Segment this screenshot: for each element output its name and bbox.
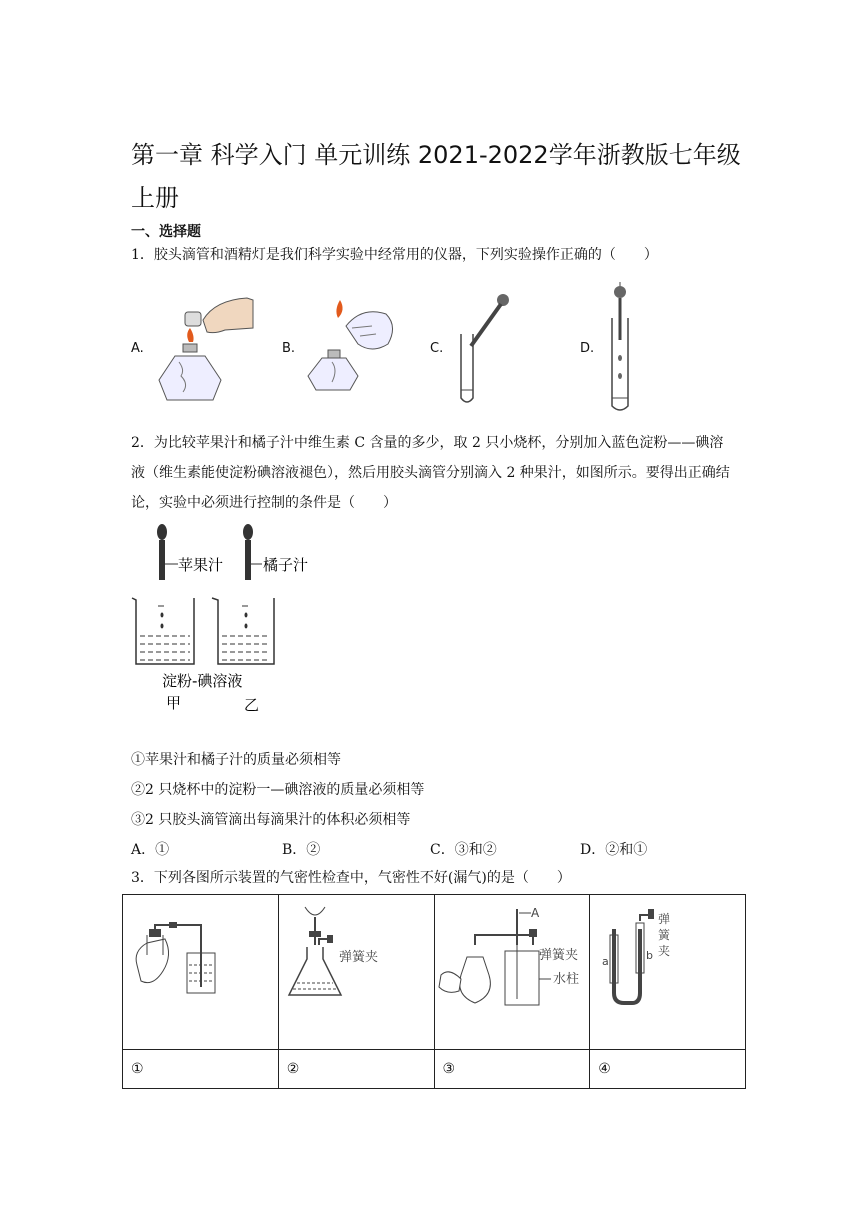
q2-stem: 2．为比较苹果汁和橘子汁中维生素 C 含量的多少，取 2 只小烧杯，分别加入蓝色淀粉——碘溶液（维生素能使淀粉碘溶液褪色），然后用胶头滴管分别滴入 2 种果汁，如图所示。要得出正确结论，实验中必须进行控制的条件是（ ） (131, 435, 730, 511)
label-A: A (530, 906, 539, 920)
label-b: b (646, 949, 654, 962)
q2-choice-a: A．① (131, 842, 170, 858)
q1-option-b: B. (282, 341, 296, 356)
q3-figure-3 (435, 895, 589, 1045)
q2-statement-3: ③2 只胶头滴管滴出每滴果汁的体积必须相等 (131, 812, 411, 828)
q2-choice-d: D．②和① (580, 842, 648, 858)
q3-cell-figure-2 (278, 895, 434, 1050)
label-jia: 甲 (166, 694, 182, 712)
label-clip-4-3: 夹 (658, 944, 671, 958)
label-clip-4-1: 弹 (658, 912, 671, 926)
q3-cell-label-2: ② (278, 1050, 434, 1089)
label-starch-iodine: 淀粉-碘溶液 (162, 672, 243, 690)
q1-option-d: D. (580, 341, 595, 356)
label-yi: 乙 (244, 696, 260, 714)
label-clip-4-2: 簧 (658, 928, 671, 942)
q3-apparatus-table (122, 894, 746, 1089)
q3-cell-figure-3 (434, 895, 590, 1050)
q3-cell-figure-4 (590, 895, 746, 1050)
q3-figure-4 (590, 895, 744, 1045)
q3-cell-label-3: ③ (434, 1050, 590, 1089)
q1-figure-d (600, 280, 640, 414)
q1-option-a: A. (131, 341, 144, 356)
q2-statement-1: ①苹果汁和橘子汁的质量必须相等 (131, 752, 341, 768)
label-clip-3: 弹簧夹 (538, 948, 578, 963)
label-water-column: 水柱 (552, 972, 579, 987)
q2-statement-2: ②2 只烧杯中的淀粉一—碘溶液的质量必须相等 (131, 782, 425, 798)
q2-figure (128, 520, 309, 716)
label-apple-juice: 苹果汁 (178, 556, 224, 574)
q3-cell-label-1: ① (123, 1050, 279, 1089)
q3-cell-label-4: ④ (590, 1050, 746, 1089)
q2-choice-b: B．② (282, 842, 321, 858)
page-title: 第一章 科学入门 单元训练 2021-2022学年浙教版七年级上册 (131, 141, 741, 212)
q3-figure-1 (123, 895, 277, 1045)
q1-figure-b (302, 296, 402, 396)
label-orange-juice: 橘子汁 (263, 556, 309, 574)
q3-figure-2 (279, 895, 433, 1045)
q1-stem: 1．胶头滴管和酒精灯是我们科学实验中经常用的仪器，下列实验操作正确的（ ） (131, 247, 658, 263)
label-clip-2: 弹簧夹 (338, 950, 378, 965)
q2-choice-c: C．③和② (430, 842, 497, 858)
q3-stem: 3．下列各图所示装置的气密性检查中，气密性不好(漏气)的是（ ） (131, 870, 571, 886)
q1-figure-c (455, 290, 515, 408)
q1-figure-a (155, 292, 255, 404)
label-a: a (602, 955, 609, 968)
q3-cell-figure-1 (123, 895, 279, 1050)
section-heading: 一、选择题 (131, 224, 201, 240)
q1-option-c: C. (430, 341, 444, 356)
